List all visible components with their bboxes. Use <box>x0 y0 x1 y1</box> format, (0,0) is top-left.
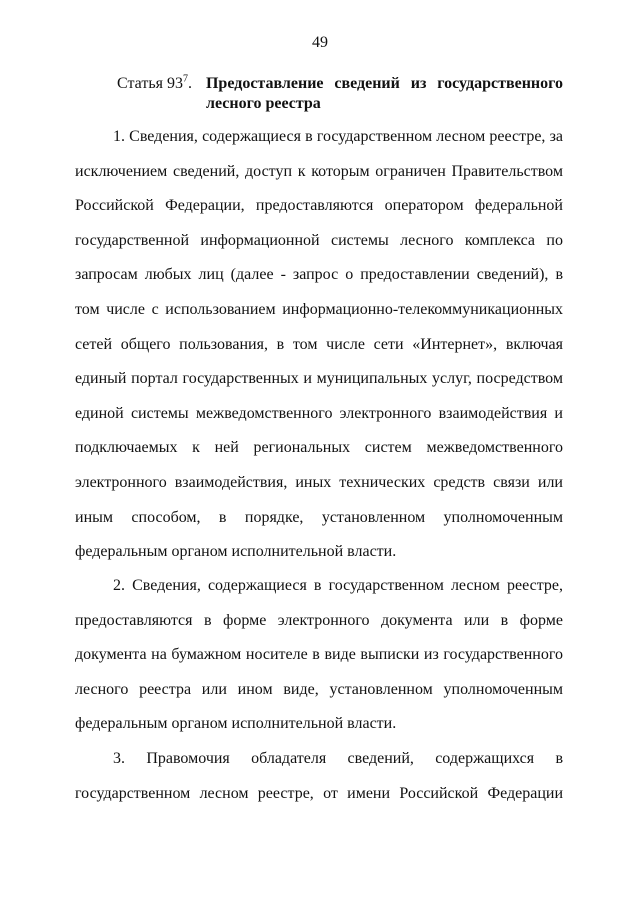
article-number: Статья $93^7$. <box>117 73 192 92</box>
paragraph-text: 1. Сведения, содержащиеся в государственном лесном реестре, за исключением сведений, доступ к которым ограничен Правительством Российской Федерации, предоставляются оператором федеральной государственной информационной системы лесного комплекса по запросам любых лиц (далее - запрос о предоставлении сведений), в том числе с использованием информационно-телекоммуникационных сетей общего пользования, в том числе сети «Интернет», включая единый портал государственных и муниципальных услуг, посредством единой системы межведомственного электронного взаимодействия и подключаемых к ней региональных систем межведомственного электронного взаимодействия, иных технических средств связи или иным способом, в порядке, установленном уполномоченным федеральным органом исполнительной власти. <box>75 128 563 561</box>
paragraph-3 <box>75 742 563 811</box>
article-number-superscript: 7 <box>182 73 188 85</box>
paragraph-2 <box>75 569 563 742</box>
paragraph-text: 2. Сведения, содержащиеся в государственном лесном реестре, предоставляются в форме электронного документа или в форме документа на бумажном носителе в виде выписки из государственного лесного реестра или ином виде, установленном уполномоченным федеральным органом исполнительной власти. <box>75 577 563 733</box>
paragraph-1 <box>75 120 563 570</box>
article-heading <box>75 74 563 114</box>
page-number: 49 <box>312 34 328 51</box>
paragraph-text: 3. Правомочия обладателя сведений, содержащихся в государственном лесном реестре, от имени Российской Федерации <box>75 750 563 802</box>
article-title: Предоставление сведений из государственного лесного реестра <box>205 75 563 112</box>
